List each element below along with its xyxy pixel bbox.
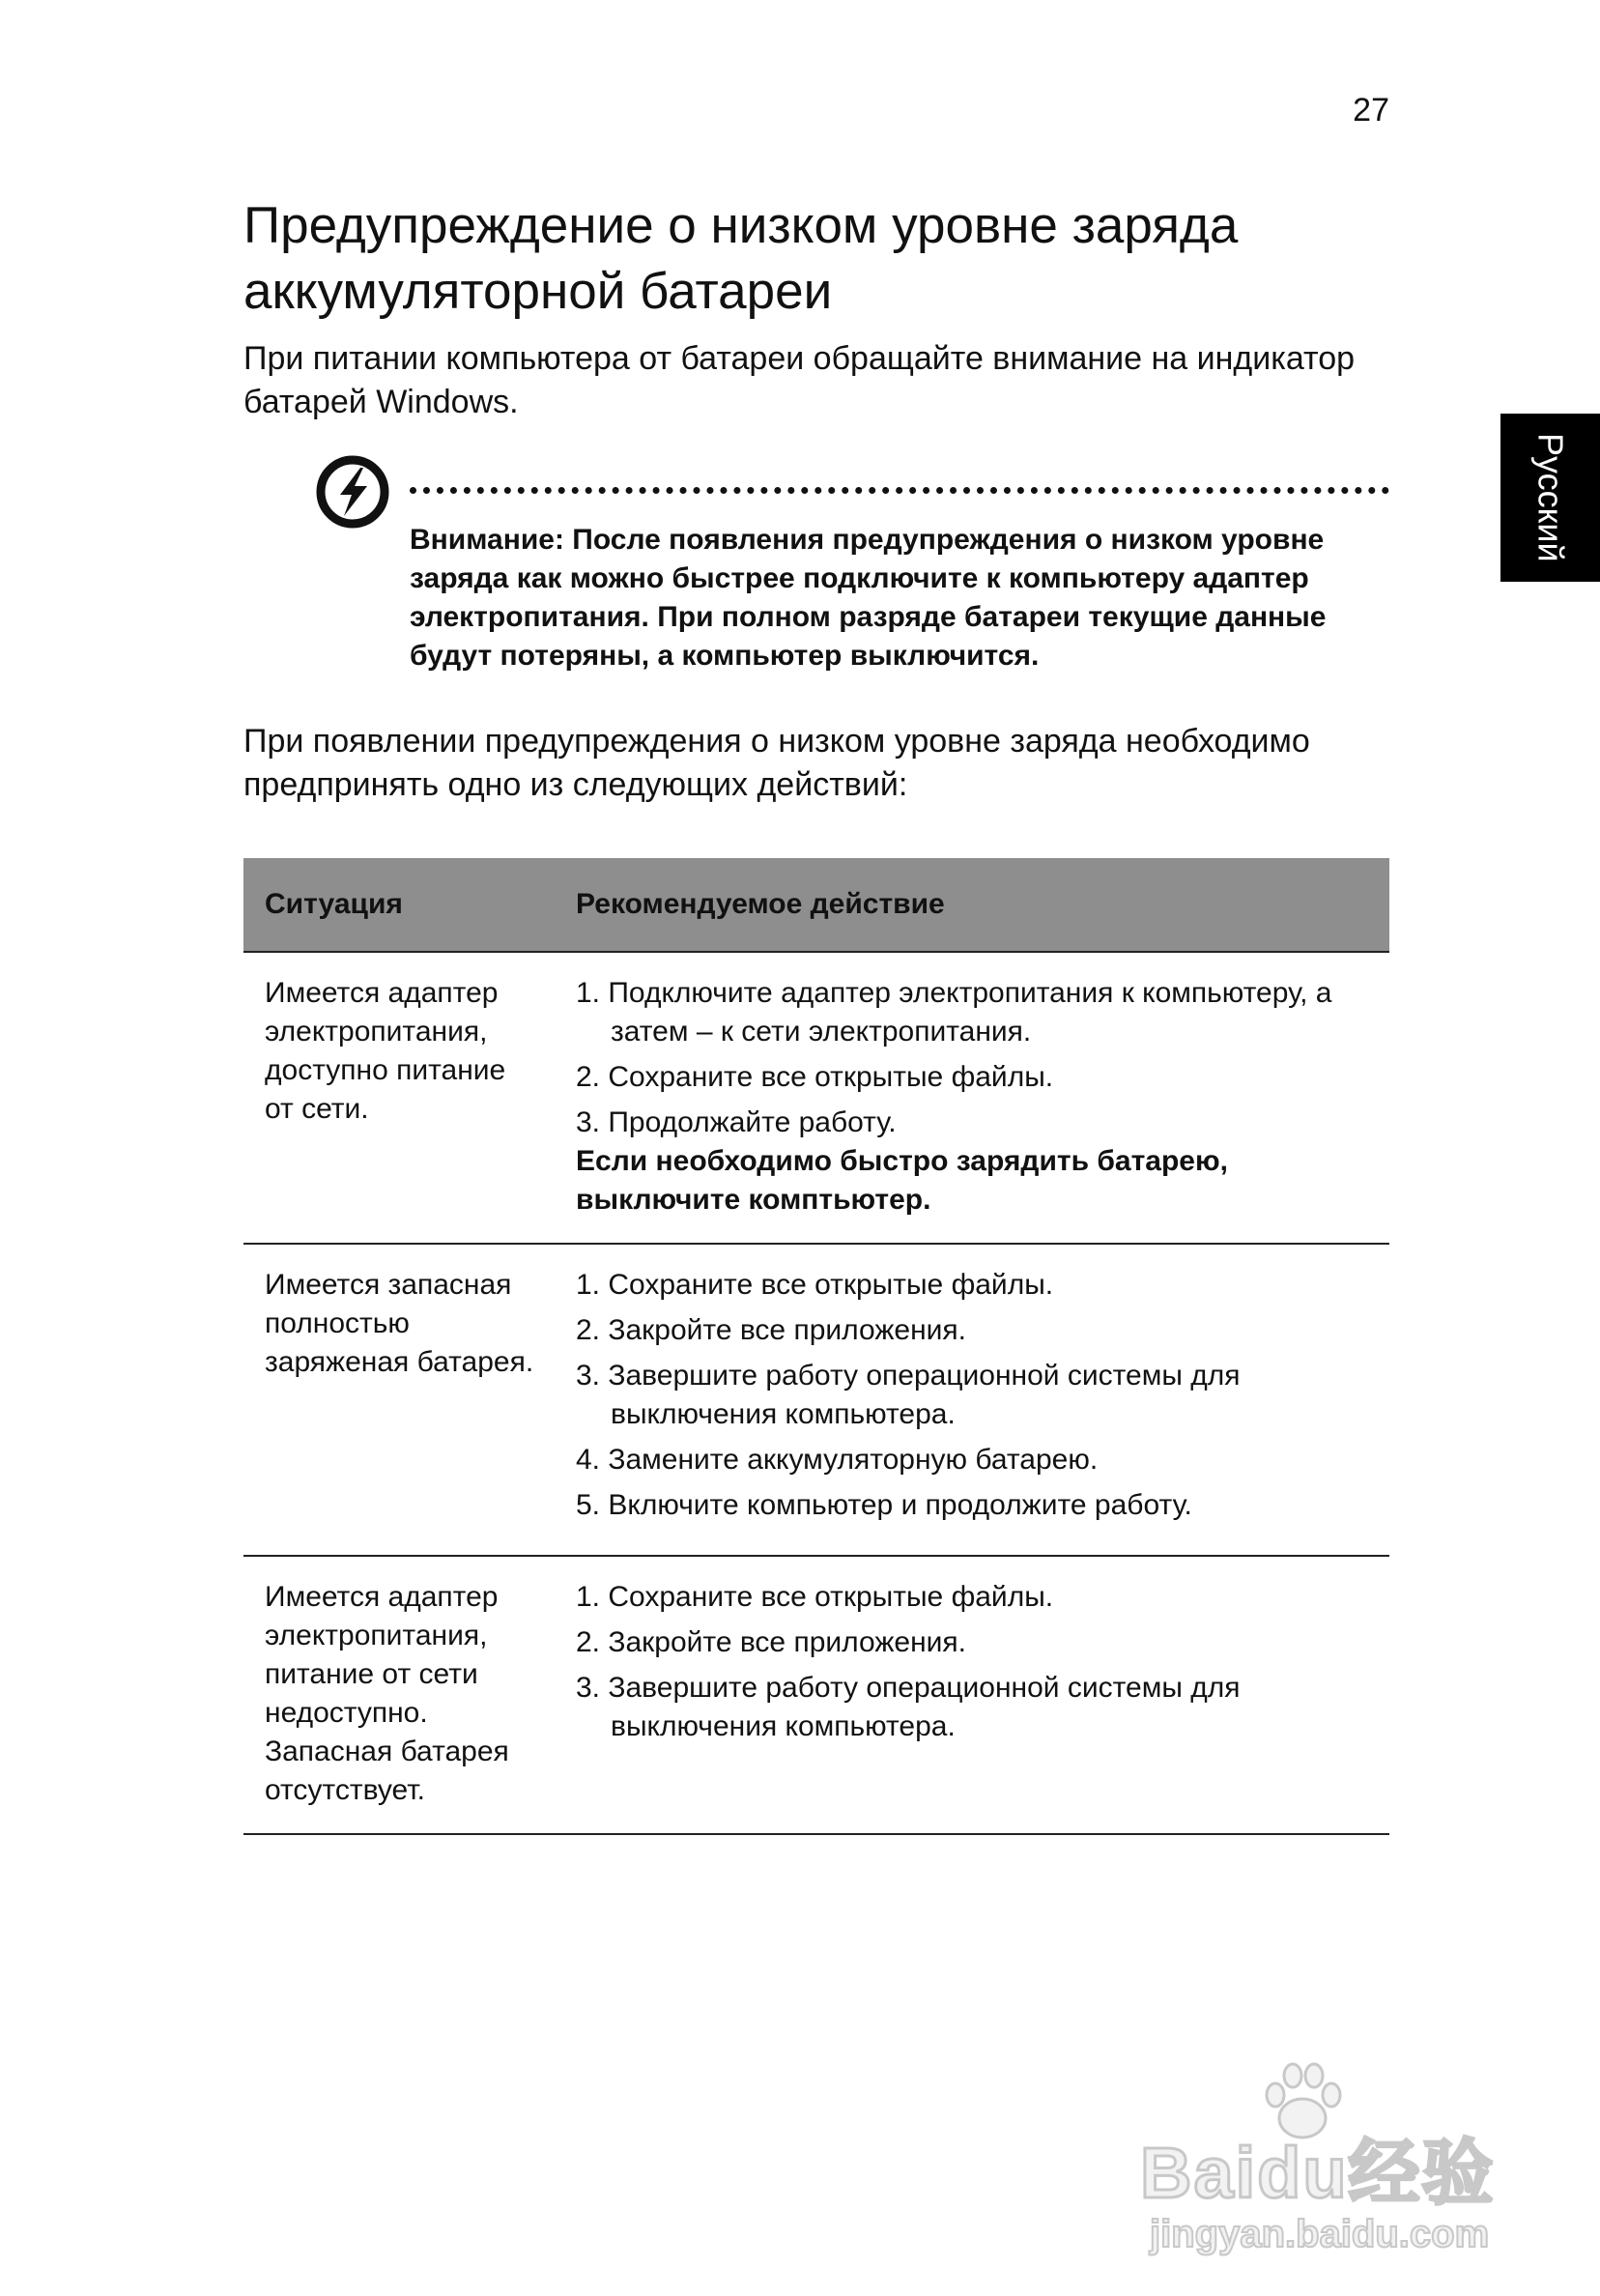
table-row — [243, 1556, 1389, 1834]
situation-cell: Имеется адаптер электропитания, доступно питание от сети. — [243, 952, 555, 1244]
header-action: Рекомендуемое действие — [555, 858, 1389, 952]
situation-cell: Имеется запасная полностью заряженая батарея. — [243, 1244, 555, 1556]
steps-list — [576, 974, 1370, 1142]
warning-divider — [410, 487, 1389, 494]
language-tab-label: Русский — [1530, 433, 1571, 562]
language-tab — [1500, 414, 1600, 582]
actions-paragraph: При появлении предупреждения о низком уровне заряда необходимо предпринять одно из следующих действий: — [243, 723, 1310, 803]
charging-note: Если необходимо быстро зарядить батарею, выключите комптьютер. — [576, 1145, 1228, 1216]
action-cell — [555, 952, 1389, 1244]
list-item: 3. Продолжайте работу. — [576, 1106, 897, 1138]
actions-table — [243, 858, 1389, 1835]
table-row — [243, 952, 1389, 1244]
list-item: 1. Сохраните все открытые файлы. — [576, 1581, 1054, 1613]
page-title: Предупреждение о низком уровне заряда аккумуляторной батареи — [243, 197, 1239, 320]
action-cell — [555, 1244, 1389, 1556]
watermark-url: jingyan.baidu.com — [1150, 2213, 1490, 2255]
list-item: 2. Закройте все приложения. — [576, 1314, 966, 1346]
watermark — [1140, 2058, 1498, 2255]
steps-list — [576, 1266, 1370, 1525]
list-item: 5. Включите компьютер и продолжите работу. — [576, 1489, 1192, 1521]
list-item: 1. Сохраните все открытые файлы. — [576, 1269, 1054, 1301]
warning-bolt-icon — [315, 454, 390, 530]
watermark-main: Baidu经验 — [1140, 2133, 1496, 2213]
table-row — [243, 1244, 1389, 1556]
list-item: 2. Сохраните все открытые файлы. — [576, 1061, 1054, 1093]
list-item: 4. Замените аккумуляторную батарею. — [576, 1444, 1099, 1476]
steps-list — [576, 1578, 1370, 1746]
intro-paragraph: При питании компьютера от батареи обращайте внимание на индикатор батарей Windows. — [243, 340, 1356, 420]
list-item: 3. Завершите работу операционной системы для выключения компьютера. — [576, 1672, 1241, 1742]
situation-cell: Имеется адаптер электропитания, питание от сети недоступно. Запасная батарея отсутствует. — [243, 1556, 555, 1834]
action-cell — [555, 1556, 1389, 1834]
header-situation: Ситуация — [243, 858, 555, 952]
table-header-row — [243, 858, 1389, 952]
page-number: 27 — [1353, 92, 1389, 129]
list-item: 3. Завершите работу операционной системы для выключения компьютера. — [576, 1360, 1241, 1430]
list-item: 1. Подключите адаптер электропитания к компьютеру, а затем – к сети электропитания. — [576, 977, 1332, 1048]
list-item: 2. Закройте все приложения. — [576, 1626, 966, 1658]
warning-text: Внимание: После появления предупреждения о низком уровне заряда как можно быстрее подключите к компьютеру адаптер электропитания. При полном разряде батареи текущие данные будут потеряны, а компьютер выключится. — [410, 524, 1327, 672]
